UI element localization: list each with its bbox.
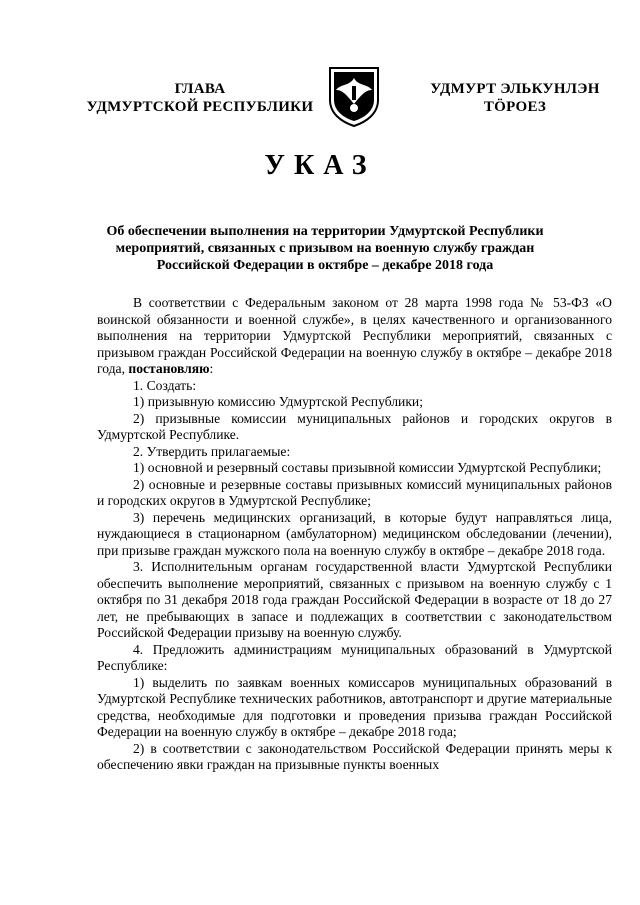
clause-2-3: 3) перечень медицинских организаций, в которые будут направляться лица, нуждающиеся в стационарном (амбулаторном) медицинском обследовании (лечении), при призыве граждан мужского пола на военную службу в октябре – декабре 2018 года. [97,509,612,558]
preamble-text: В соответствии с Федеральным законом от 28 марта 1998 года № 53-ФЗ «О воинской обязанности и военной службе», в целях качественного и организованного выполнения на территории Удмуртской Республики мероприятий, связанных с призывом граждан Российской Федерации на военную службу в октябре – декабре 2018 года, [97,295,612,376]
issuer-udmurt-line-2: ТÖРОЕЗ [483,99,547,115]
clause-4-1: 1) выделить по заявкам военных комиссаров муниципальных образований в Удмуртской Республике технических работников, автотранспорт и другие материальные средства, необходимые для подготовки и проведения призыва граждан Российской Федерации на военную службу в октябре – декабре 2018 года; [97,674,612,739]
clause-2: 2. Утвердить прилагаемые: [133,443,291,459]
clause-4: 4. Предложить администрациям муниципальных образований в Удмуртской Республике: [97,641,612,673]
clause-1-2: 2) призывные комиссии муниципальных районов и городских округов в Удмуртской Республике. [97,410,612,442]
preamble-end: : [209,361,214,376]
preamble-paragraph [97,295,612,378]
clause-4-2: 2) в соответствии с законодательством Российской Федерации принять меры к обеспечению явки граждан на призывные пункты военных [97,740,612,772]
clause-1: 1. Создать: [133,377,197,393]
preamble-operative-word: постановляю [128,361,210,376]
issuer-line-1: ГЛАВА [174,81,226,97]
issuer-line-2: УДМУРТСКОЙ РЕСПУБЛИКИ [86,99,314,115]
issuer-title-russian [80,80,320,116]
clause-2-1: 1) основной и резервный составы призывной комиссии Удмуртской Республики; [133,460,602,475]
document-subject: Об обеспечении выполнения на территории Удмуртской Республики мероприятий, связанных с призывом на военную службу граждан Российской Федерации в октябре – декабре 2018 года [106,224,544,273]
issuer-title-udmurt [400,80,630,116]
issuer-udmurt-line-1: УДМУРТ ЭЛЬКУНЛЭН [430,81,600,97]
document-body [97,295,612,774]
coat-of-arms-emblem [326,64,382,128]
clause-2-2: 2) основные и резервные составы призывных комиссий муниципальных районов и городских округов в Удмуртской Республике; [97,476,612,508]
clause-3: 3. Исполнительным органам государственной власти Удмуртской Республики обеспечить выполнение мероприятий, связанных с призывом на военную службу с 1 октября по 31 декабря 2018 года граждан Российской Федерации в возрасте от 18 до 27 лет, не пребывающих в запасе и подлежащих в соответствии с законодательством Российской Федерации призыву на военную службу. [97,559,612,640]
clause-1-1: 1) призывную комиссию Удмуртской Республики; [133,394,423,409]
document-title: УКАЗ [264,150,376,181]
